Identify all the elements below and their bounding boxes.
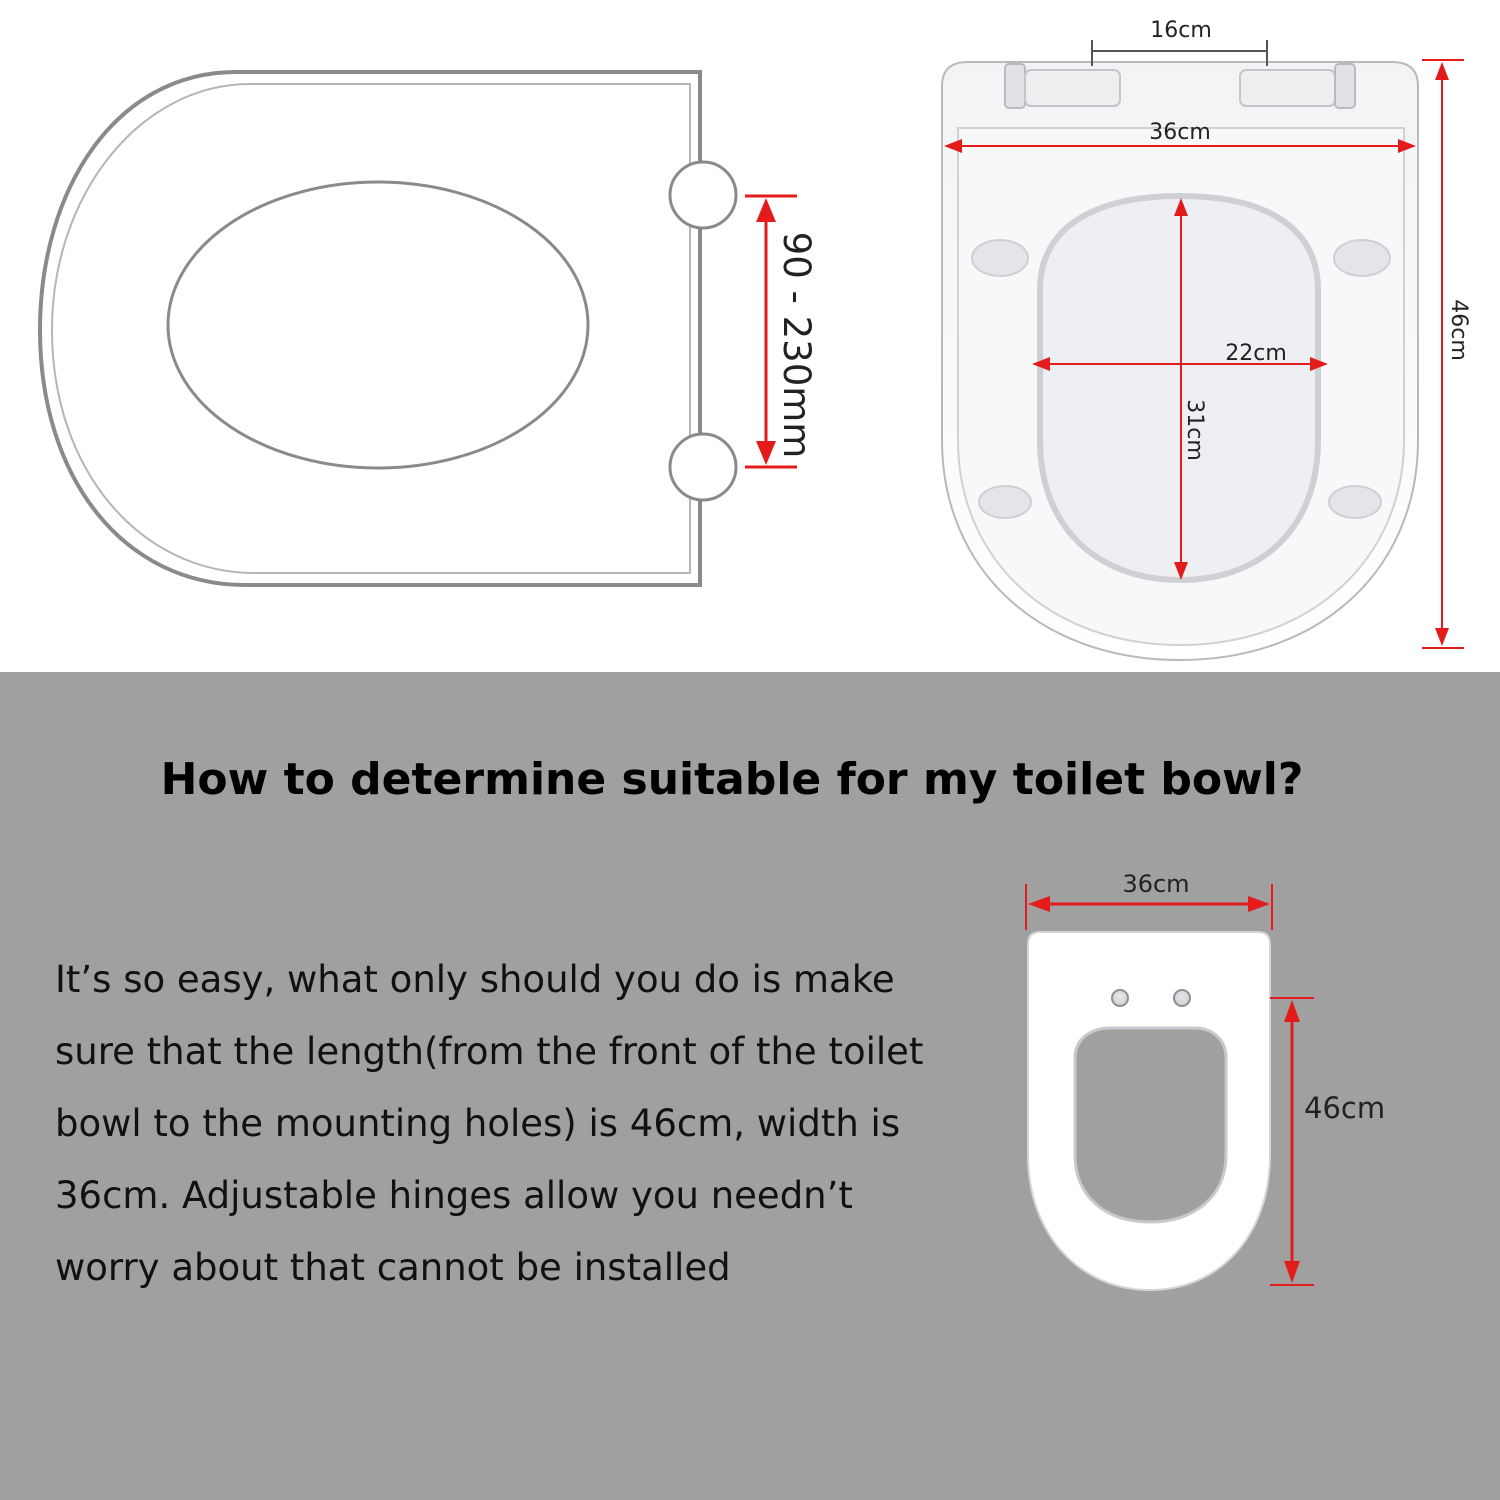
instruction-line: It’s so easy, what only should you do is make xyxy=(55,958,895,1001)
small-seat-opening xyxy=(1075,1028,1226,1222)
instruction-text xyxy=(55,944,1015,1304)
instruction-line: worry about that cannot be installed xyxy=(55,1246,731,1289)
headline: How to determine suitable for my toilet bowl? xyxy=(160,754,1304,805)
small-width-label: 36cm xyxy=(1122,870,1190,898)
bumper-bottom-left xyxy=(979,486,1031,518)
seat-length-label: 46cm xyxy=(1446,299,1471,361)
seat-opening xyxy=(1040,196,1318,580)
opening-width-label: 22cm xyxy=(1225,341,1287,366)
small-seat-diagram xyxy=(1026,870,1385,1290)
mounting-hole-left xyxy=(1112,990,1128,1006)
seat-width-label: 36cm xyxy=(1149,120,1211,145)
bumper-top-right xyxy=(1334,240,1390,276)
hinge-circle-bottom xyxy=(670,434,736,500)
outline-seat-outer xyxy=(40,72,700,585)
seat-product-diagram xyxy=(942,18,1471,660)
outline-seat-diagram xyxy=(40,72,818,585)
outline-seat-opening xyxy=(168,182,588,468)
small-length-label: 46cm xyxy=(1304,1091,1386,1125)
hinge-spacing-label: 90 - 230mm xyxy=(775,231,818,459)
instruction-line: bowl to the mounting holes) is 46cm, width is xyxy=(55,1102,901,1145)
small-length-dimension xyxy=(1270,998,1314,1285)
hinge-width-label: 16cm xyxy=(1150,18,1212,43)
hinge-right xyxy=(1240,64,1355,108)
outline-seat-inner xyxy=(52,84,690,573)
opening-length-label: 31cm xyxy=(1182,399,1207,461)
bumper-top-left xyxy=(972,240,1028,276)
hinge-circle-top xyxy=(670,162,736,228)
instruction-line: sure that the length(from the front of the toilet xyxy=(55,1030,924,1073)
hinge-left xyxy=(1005,64,1120,108)
bumper-bottom-right xyxy=(1329,486,1381,518)
mounting-hole-right xyxy=(1174,990,1190,1006)
instruction-line: 36cm. Adjustable hinges allow you needn’t xyxy=(55,1174,853,1217)
